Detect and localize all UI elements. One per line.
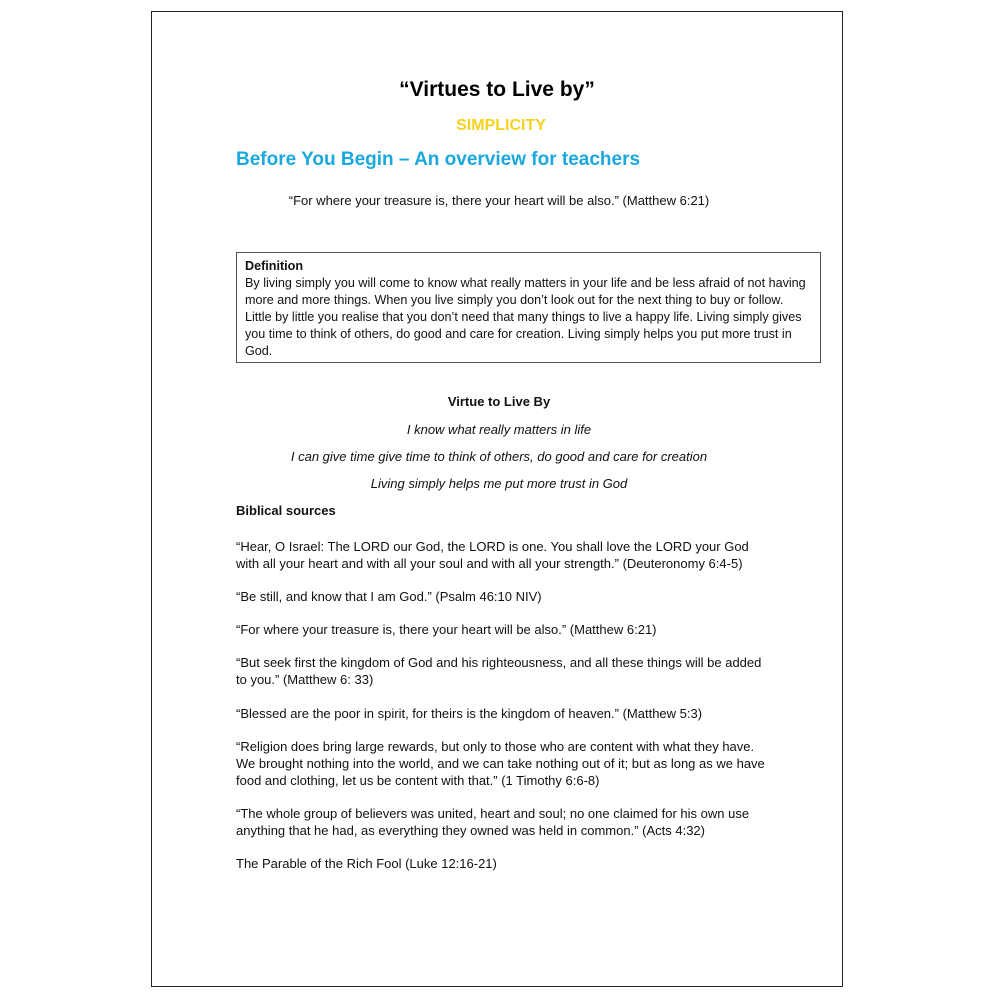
biblical-sources-heading: Biblical sources [236, 503, 336, 518]
intro-quote: “For where your treasure is, there your heart will be also.” (Matthew 6:21) [288, 193, 710, 208]
document-title: “Virtues to Live by” [399, 78, 595, 101]
definition-title: Definition [245, 259, 304, 273]
bible-verse: “Religion does bring large rewards, but only to those who are content with what they have. We brought nothing into the world, and we can take nothing out of it; but as long as we have food and clothing, let us be content with that.” (1 Timothy 6:6-8) [236, 739, 765, 788]
definition-text: By living simply you will come to know what really matters in your life and be less afraid of not having more and more things. When you live simply you don’t look out for the next thing to buy or follow. Little by little you realise that you don’t need that many things to live a happy life. Living simply gives you time to think of others, do good and care for creation. Living simply helps you put more trust in God. [245, 276, 806, 358]
virtue-line: I can give time give time to think of others, do good and care for creation [290, 449, 708, 464]
bible-verse: “Blessed are the poor in spirit, for theirs is the kingdom of heaven.” (Matthew 5:3) [236, 706, 703, 721]
bible-verse: “Be still, and know that I am God.” (Psalm 46:10 NIV) [236, 589, 542, 604]
definition-box [236, 252, 821, 363]
bible-verse: “For where your treasure is, there your heart will be also.” (Matthew 6:21) [236, 622, 657, 637]
virtue-heading: Virtue to Live By [447, 394, 551, 409]
virtue-line: Living simply helps me put more trust in God [370, 476, 628, 491]
overview-heading: Before You Begin – An overview for teachers [236, 149, 641, 170]
bible-verse: “The whole group of believers was united, heart and soul; no one claimed for his own use anything that he had, as everything they owned was held in common.” (Acts 4:32) [236, 806, 750, 838]
bible-verse: The Parable of the Rich Fool (Luke 12:16-21) [236, 856, 497, 871]
bible-verse: “But seek first the kingdom of God and his righteousness, and all these things will be added to you.” (Matthew 6: 33) [236, 655, 762, 687]
virtue-line: I know what really matters in life [406, 422, 592, 437]
bible-verse: “Hear, O Israel: The LORD our God, the LORD is one. You shall love the LORD your God with all your heart and with all your soul and with all your strength.” (Deuteronomy 6:4-5) [236, 539, 749, 571]
virtue-subtitle: SIMPLICITY [456, 117, 546, 134]
